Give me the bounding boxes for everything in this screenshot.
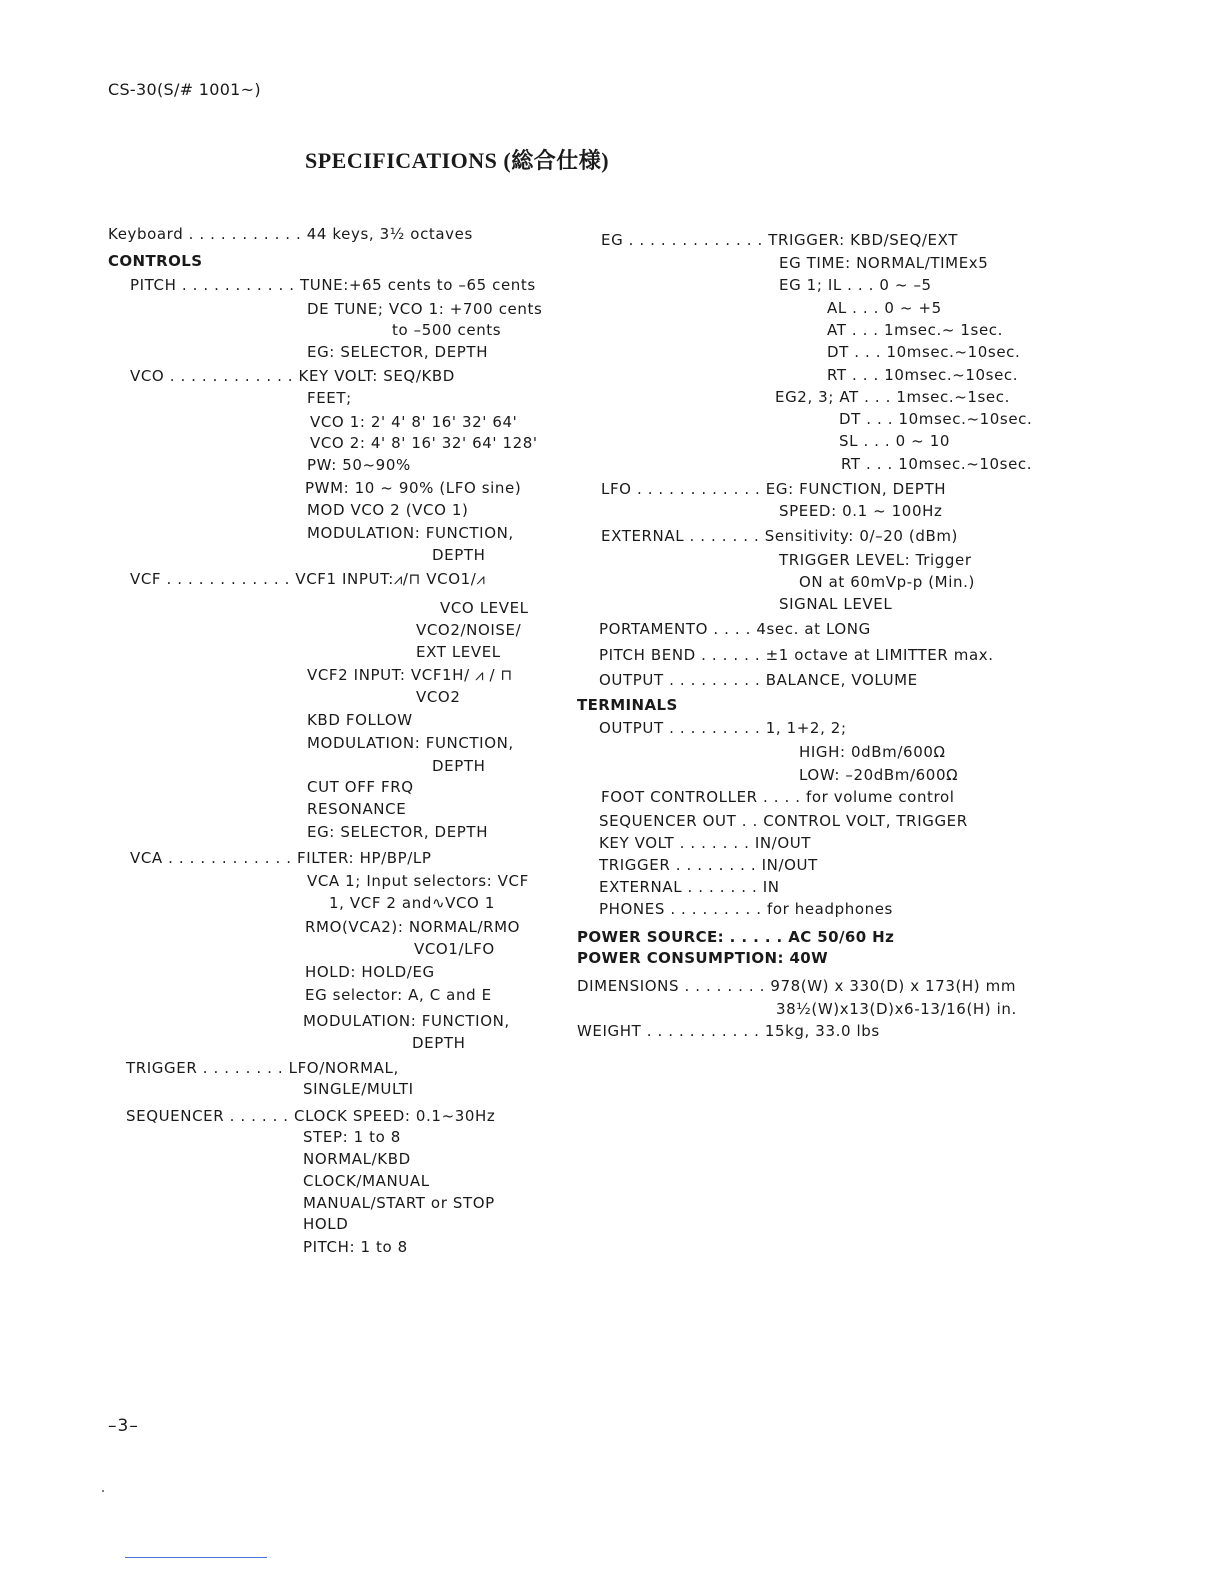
spec-line: ON at 60mVp-p (Min.) [799,573,975,591]
spec-keyboard: Keyboard . . . . . . . . . . . 44 keys, 3½ octaves [108,225,473,243]
spec-line: DEPTH [412,1034,466,1052]
spec-line: EXT LEVEL [416,643,501,661]
spec-line: EG: SELECTOR, DEPTH [307,343,489,361]
page-title: SPECIFICATIONS (総合仕様) [305,148,610,173]
spec-line: VCO2/NOISE/ [416,621,522,639]
spec-line: VCO2 [416,688,461,706]
spec-line: DT . . . 10msec.~10sec. [839,410,1033,428]
spec-line: HOLD: HOLD/EG [305,963,435,981]
spec-line: VCO 1: 2' 4' 8' 16' 32' 64' [310,413,518,431]
page-header-model: CS-30(S/# 1001~) [108,80,261,99]
spec-phones: PHONES . . . . . . . . . for headphones [599,900,893,918]
spec-line: MODULATION: FUNCTION, [303,1012,510,1030]
spec-vcf: VCF . . . . . . . . . . . . VCF1 INPUT:⩘/⊓ VCO1/⩘ [130,570,486,588]
spec-portamento: PORTAMENTO . . . . 4sec. at LONG [599,620,871,638]
spec-line: SIGNAL LEVEL [779,595,893,613]
spec-line: STEP: 1 to 8 [303,1128,401,1146]
spec-line: to –500 cents [392,321,502,339]
spec-line: DEPTH [432,546,486,564]
spec-line: PITCH: 1 to 8 [303,1238,408,1256]
spec-line: MANUAL/START or STOP [303,1194,495,1212]
spec-line: RESONANCE [307,800,407,818]
spec-line: VCO LEVEL [440,599,529,617]
spec-line: SL . . . 0 ~ 10 [839,432,950,450]
spec-line: DT . . . 10msec.~10sec. [827,343,1021,361]
spec-key-volt: KEY VOLT . . . . . . . IN/OUT [599,834,812,852]
spec-trigger: TRIGGER . . . . . . . . LFO/NORMAL, [126,1059,399,1077]
spec-terminal-output: OUTPUT . . . . . . . . . 1, 1+2, 2; [599,719,847,737]
spec-pitch-bend: PITCH BEND . . . . . . ±1 octave at LIMITTER max. [599,646,994,664]
spec-output: OUTPUT . . . . . . . . . BALANCE, VOLUME [599,671,918,689]
spec-vco: VCO . . . . . . . . . . . . KEY VOLT: SEQ/KBD [130,367,455,385]
spec-line: AL . . . 0 ~ +5 [827,299,942,317]
section-terminals: TERMINALS [577,696,678,714]
spec-line: KBD FOLLOW [307,711,413,729]
spec-line: HIGH: 0dBm/600Ω [799,743,946,761]
scan-speck [102,1490,104,1492]
spec-external: EXTERNAL . . . . . . . Sensitivity: 0/–20 (dBm) [601,527,959,545]
spec-line: TRIGGER LEVEL: Trigger [779,551,972,569]
spec-line: VCO 2: 4' 8' 16' 32' 64' 128' [310,434,538,452]
spec-line: MODULATION: FUNCTION, [307,524,514,542]
spec-line: EG2, 3; AT . . . 1msec.~1sec. [775,388,1010,406]
spec-line: MODULATION: FUNCTION, [307,734,514,752]
spec-dimensions: DIMENSIONS . . . . . . . . 978(W) x 330(D) x 173(H) mm [577,977,1017,995]
spec-line: LOW: –20dBm/600Ω [799,766,959,784]
spec-line: NORMAL/KBD [303,1150,411,1168]
spec-sequencer-out: SEQUENCER OUT . . CONTROL VOLT, TRIGGER [599,812,968,830]
spec-weight: WEIGHT . . . . . . . . . . . 15kg, 33.0 lbs [577,1022,880,1040]
spec-lfo: LFO . . . . . . . . . . . . EG: FUNCTION, DEPTH [601,480,947,498]
spec-line: PW: 50~90% [307,456,411,474]
spec-line: PWM: 10 ~ 90% (LFO sine) [305,479,522,497]
spec-line: SPEED: 0.1 ~ 100Hz [779,502,943,520]
spec-line: DEPTH [432,757,486,775]
spec-line: RMO(VCA2): NORMAL/RMO [305,918,521,936]
spec-line: FEET; [307,389,352,407]
spec-line: HOLD [303,1215,349,1233]
spec-line: 1, VCF 2 and∿VCO 1 [329,894,495,912]
spec-line: EG 1; IL . . . 0 ~ –5 [779,276,932,294]
spec-power-source: POWER SOURCE: . . . . . AC 50/60 Hz [577,928,895,946]
spec-line: RT . . . 10msec.~10sec. [841,455,1033,473]
spec-line: 38½(W)x13(D)x6-13/16(H) in. [776,1000,1017,1018]
spec-line: EG: SELECTOR, DEPTH [307,823,489,841]
spec-line: CLOCK/MANUAL [303,1172,430,1190]
section-controls: CONTROLS [108,252,203,270]
spec-line: RT . . . 10msec.~10sec. [827,366,1019,384]
spec-terminal-external: EXTERNAL . . . . . . . IN [599,878,780,896]
spec-terminal-trigger: TRIGGER . . . . . . . . IN/OUT [599,856,818,874]
spec-power-consumption: POWER CONSUMPTION: 40W [577,949,829,967]
spec-line: SINGLE/MULTI [303,1080,414,1098]
spec-line: DE TUNE; VCO 1: +700 cents [307,300,543,318]
spec-line: VCA 1; Input selectors: VCF [307,872,529,890]
spec-line: EG selector: A, C and E [305,986,492,1004]
footer-rule [125,1557,267,1558]
spec-sequencer: SEQUENCER . . . . . . CLOCK SPEED: 0.1~30Hz [126,1107,496,1125]
spec-vca: VCA . . . . . . . . . . . . FILTER: HP/BP/LP [130,849,432,867]
spec-foot-controller: FOOT CONTROLLER . . . . for volume control [601,788,955,806]
spec-eg: EG . . . . . . . . . . . . . TRIGGER: KBD/SEQ/EXT [601,231,958,249]
spec-line: AT . . . 1msec.~ 1sec. [827,321,1003,339]
spec-line: VCO1/LFO [414,940,495,958]
spec-line: MOD VCO 2 (VCO 1) [307,501,469,519]
spec-line: VCF2 INPUT: VCF1H/ ⩘ / ⊓ [307,666,513,684]
spec-line: CUT OFF FRQ [307,778,414,796]
page-number: –3– [108,1416,139,1436]
spec-pitch: PITCH . . . . . . . . . . . TUNE:+65 cents to –65 cents [130,276,536,294]
spec-line: EG TIME: NORMAL/TIMEx5 [779,254,989,272]
